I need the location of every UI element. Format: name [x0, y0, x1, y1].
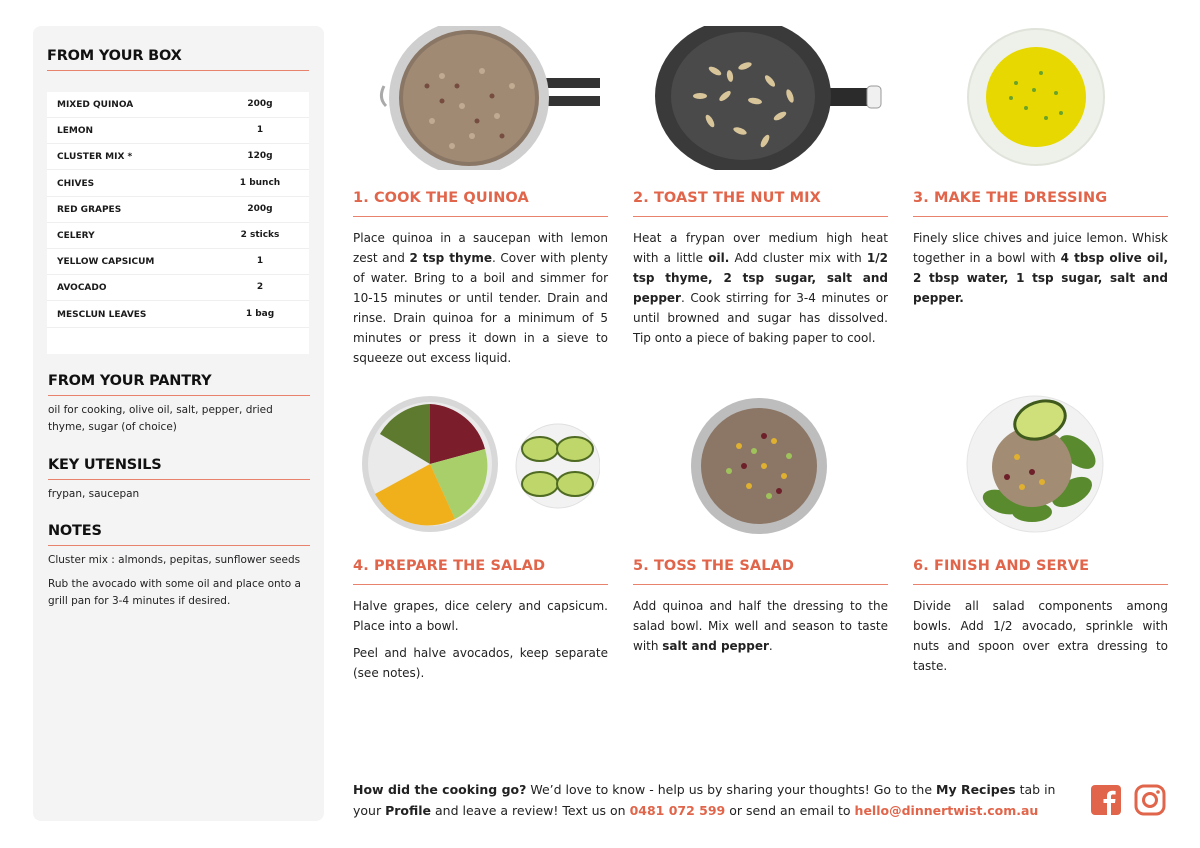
instagram-icon[interactable] — [1134, 784, 1166, 816]
from-your-pantry-title: FROM YOUR PANTRY — [48, 373, 212, 389]
ingredient-quantity: 2 sticks — [240, 230, 280, 240]
ingredient-name: MIXED QUINOA — [57, 100, 134, 110]
facebook-icon[interactable] — [1090, 784, 1122, 816]
ingredient-name: RED GRAPES — [57, 204, 122, 215]
tossed-salad-photo — [689, 396, 829, 536]
step-instructions — [353, 228, 608, 368]
utensils-text: frypan, saucepan — [48, 488, 140, 500]
step-instructions — [633, 596, 888, 656]
note-2: Rub the avocado with some oil and place onto a grill pan for 3-4 minutes if desired. — [48, 578, 301, 607]
ingredient-quantity: 1 — [256, 256, 264, 267]
ingredient-row — [47, 171, 309, 197]
from-your-box-title: FROM YOUR BOX — [47, 48, 182, 64]
step-title: 3. MAKE THE DRESSING — [913, 190, 1108, 206]
step-divider — [913, 584, 1168, 585]
footer-text: or send an email to — [725, 803, 855, 818]
step-title: 6. FINISH AND SERVE — [913, 558, 1090, 574]
divider — [48, 479, 310, 480]
step-instructions — [353, 596, 608, 683]
instruction-paragraph — [353, 228, 608, 368]
instruction-text: Place quinoa in a saucepan with lemon zest and — [353, 231, 608, 265]
instruction-text: . — [768, 639, 773, 653]
ingredient-quantity: 1 bag — [245, 308, 275, 319]
step-title: 2. TOAST THE NUT MIX — [633, 190, 821, 206]
instruction-text: Finely slice chives and juice lemon. Whisk together in a bowl with — [913, 231, 1168, 265]
step-instructions — [633, 228, 888, 348]
step-divider — [913, 216, 1168, 217]
instruction-text: Divide all salad components among bowls. Add 1/2 avocado, sprinkle with nuts and spoon over extra dressing to taste. — [913, 599, 1168, 673]
ingredient-quantity: 1 bunch — [239, 177, 281, 188]
quinoa-saucepan-photo — [372, 26, 602, 170]
ingredient-name: CHIVES — [57, 178, 95, 189]
instruction-text: Halve grapes, dice celery and capsicum. Place into a bowl. — [353, 599, 608, 633]
ingredient-name: LEMON — [57, 126, 94, 137]
ingredient-quantity: 2 — [256, 282, 264, 293]
divider — [47, 70, 309, 71]
ingredient-row — [47, 249, 309, 275]
emphasised-text: How did the cooking go? — [353, 782, 527, 797]
ingredient-row — [47, 144, 309, 170]
divider — [48, 545, 310, 546]
instruction-paragraph — [633, 596, 888, 656]
instruction-paragraph — [353, 596, 608, 636]
instruction-text: . Cover with plenty of water. Bring to a boil and simmer for 10-15 minutes or until tender. Drain and rinse. Drain quinoa for a minimum of 5 minutes or press it down in a sieve to squeeze out excess liquid. — [353, 251, 608, 365]
finished-salad-photo — [962, 392, 1108, 534]
ingredient-quantity: 200g — [247, 203, 273, 214]
step-divider — [353, 216, 608, 217]
ingredients-table — [47, 92, 309, 354]
instruction-paragraph — [353, 643, 608, 683]
ingredient-row — [47, 197, 309, 223]
dressing-bowl-photo — [966, 28, 1108, 168]
ingredient-row — [47, 275, 309, 301]
footer-text: We’d love to know - help us by sharing your thoughts! Go to the — [526, 782, 937, 797]
step-title: 4. PREPARE THE SALAD — [353, 558, 546, 574]
contact-link[interactable]: hello@dinnertwist.com.au — [854, 803, 1039, 818]
emphasised-text: oil. — [708, 251, 730, 265]
ingredient-quantity: 120g — [247, 151, 273, 162]
instruction-paragraph — [913, 228, 1168, 308]
footer-text: and leave a review! Text us on — [431, 803, 630, 818]
note-1: Cluster mix : almonds, pepitas, sunflower seeds — [48, 554, 301, 566]
ingredient-quantity: 1 — [256, 125, 264, 136]
step-divider — [633, 584, 888, 585]
ingredient-row — [47, 223, 309, 249]
step-divider — [353, 584, 608, 585]
ingredient-name: MESCLUN LEAVES — [57, 309, 147, 320]
footer-text: tab in your — [353, 782, 1056, 818]
instruction-text: Add quinoa and half the dressing to the salad bowl. Mix well and season to taste with — [633, 599, 888, 653]
ingredient-name: YELLOW CAPSICUM — [57, 257, 155, 268]
emphasised-text: salt and pepper — [662, 639, 769, 653]
review-request-footer — [353, 779, 1073, 821]
ingredient-row — [47, 92, 309, 118]
ingredient-quantity: 200g — [247, 99, 273, 109]
ingredient-row — [47, 118, 309, 144]
emphasised-text: My Recipes — [936, 782, 1016, 797]
step-title: 5. TOSS THE SALAD — [633, 558, 794, 574]
instruction-text: Add cluster mix with — [729, 251, 867, 265]
instruction-text: Peel and halve avocados, keep separate (see notes). — [353, 646, 608, 680]
ingredient-row — [47, 302, 309, 328]
ingredient-name: CELERY — [57, 231, 95, 241]
emphasised-text: 2 tsp thyme — [409, 251, 492, 265]
ingredient-name: AVOCADO — [57, 283, 107, 294]
instruction-paragraph — [633, 228, 888, 348]
prepared-salad-ingredients-photo — [360, 394, 600, 536]
step-title: 1. COOK THE QUINOA — [353, 190, 529, 206]
frypan-nut-mix-photo — [655, 26, 883, 170]
emphasised-text: Profile — [385, 803, 432, 818]
ingredient-name: CLUSTER MIX * — [57, 152, 133, 163]
ingredients-sidebar — [33, 26, 324, 821]
instruction-text: . Cook stirring for 3-4 minutes or until browned and sugar has dissolved. Tip onto a piece of baking paper to cool. — [633, 291, 888, 345]
notes-title: NOTES — [48, 523, 102, 539]
key-utensils-title: KEY UTENSILS — [48, 457, 162, 473]
pantry-text: oil for cooking, olive oil, salt, pepper, dried thyme, sugar (of choice) — [48, 404, 273, 433]
step-instructions — [913, 596, 1168, 676]
emphasised-text: 1/2 tsp thyme, 2 tsp sugar, salt and pepper — [633, 251, 888, 305]
emphasised-text: 4 tbsp olive oil, 2 tbsp water, 1 tsp sugar, salt and pepper. — [913, 251, 1169, 305]
step-divider — [633, 216, 888, 217]
contact-link[interactable]: 0481 072 599 — [629, 803, 726, 818]
instruction-paragraph — [913, 596, 1168, 676]
step-instructions — [913, 228, 1168, 308]
divider — [48, 395, 310, 396]
instruction-text: Heat a frypan over medium high heat with a little — [633, 231, 888, 265]
